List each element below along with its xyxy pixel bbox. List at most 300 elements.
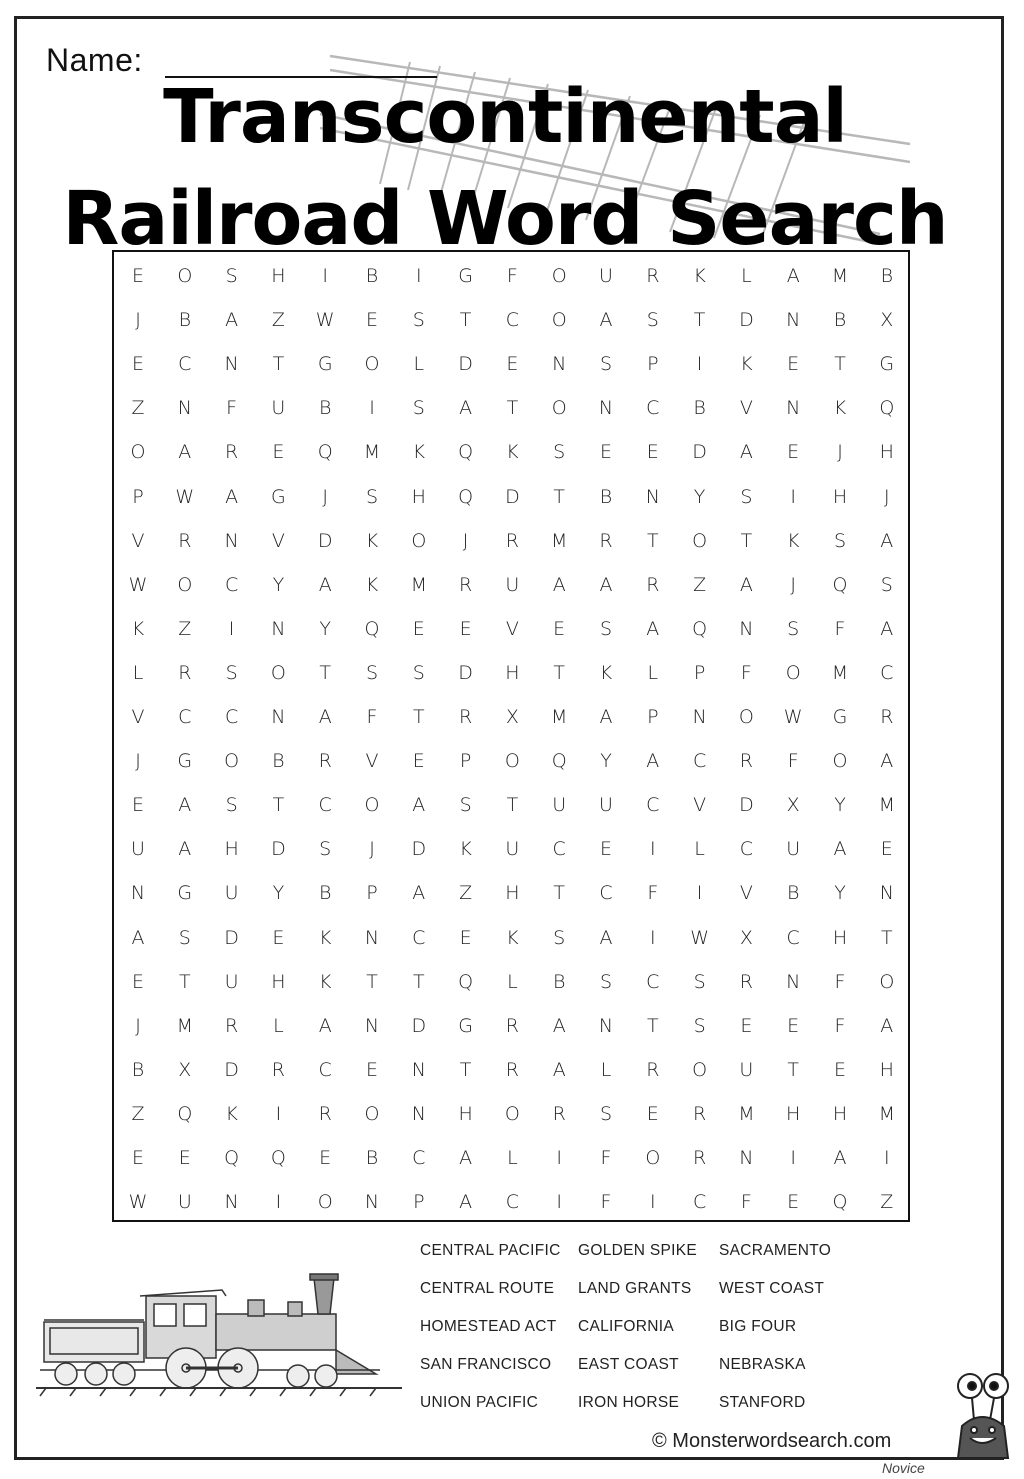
grid-letter[interactable]: I <box>556 1147 562 1169</box>
grid-letter[interactable]: S <box>459 794 472 817</box>
grid-letter[interactable]: E <box>365 309 378 332</box>
grid-letter[interactable]: U <box>505 838 520 861</box>
grid-letter[interactable]: S <box>553 926 566 949</box>
grid-letter[interactable]: R <box>458 573 473 596</box>
grid-letter[interactable]: I <box>790 485 796 508</box>
grid-letter[interactable]: V <box>505 617 519 640</box>
grid-letter[interactable]: R <box>178 661 192 684</box>
grid-letter[interactable]: Q <box>317 441 333 464</box>
grid-letter[interactable]: R <box>599 529 613 552</box>
grid-letter[interactable]: Q <box>458 970 474 993</box>
grid-letter[interactable]: B <box>318 397 332 420</box>
grid-letter[interactable]: N <box>598 1014 614 1037</box>
grid-letter[interactable]: D <box>317 529 333 552</box>
grid-letter[interactable]: S <box>693 970 706 993</box>
grid-letter[interactable]: Q <box>364 617 380 640</box>
grid-letter[interactable]: Q <box>551 750 567 773</box>
grid-letter[interactable]: R <box>739 970 753 993</box>
grid-letter[interactable]: G <box>177 882 193 905</box>
grid-letter[interactable]: A <box>225 485 239 508</box>
grid-letter[interactable]: N <box>271 706 286 728</box>
grid-letter[interactable]: V <box>739 397 753 420</box>
grid-letter[interactable]: M <box>878 1102 895 1125</box>
grid-letter[interactable]: S <box>365 661 379 684</box>
grid-letter[interactable]: V <box>365 750 379 773</box>
grid-letter[interactable]: K <box>412 441 426 464</box>
grid-letter[interactable]: D <box>739 794 754 817</box>
grid-letter[interactable]: U <box>599 265 613 287</box>
grid-letter[interactable]: A <box>178 794 192 817</box>
grid-letter[interactable]: I <box>556 1191 562 1214</box>
grid-letter[interactable]: O <box>832 750 848 773</box>
grid-letter[interactable]: U <box>177 1191 192 1214</box>
grid-letter[interactable]: P <box>459 750 472 773</box>
grid-letter[interactable]: N <box>177 397 192 420</box>
grid-letter[interactable]: N <box>224 529 239 552</box>
grid-letter[interactable]: E <box>646 441 659 464</box>
grid-letter[interactable]: A <box>739 573 753 596</box>
grid-letter[interactable]: A <box>552 1014 566 1037</box>
grid-letter[interactable]: W <box>690 926 709 949</box>
grid-letter[interactable]: Z <box>131 1102 145 1125</box>
grid-letter[interactable]: B <box>693 397 706 420</box>
grid-letter[interactable]: C <box>505 1191 520 1214</box>
grid-letter[interactable]: E <box>599 441 612 464</box>
grid-letter[interactable]: N <box>130 882 146 905</box>
grid-letter[interactable]: O <box>177 573 193 596</box>
grid-letter[interactable]: A <box>739 441 753 464</box>
grid-letter[interactable]: C <box>692 750 707 773</box>
grid-letter[interactable]: O <box>692 529 708 552</box>
grid-letter[interactable]: G <box>317 353 333 376</box>
grid-letter[interactable]: P <box>132 485 144 508</box>
grid-letter[interactable]: G <box>879 353 895 376</box>
grid-letter[interactable]: E <box>131 794 144 817</box>
grid-letter[interactable]: S <box>599 970 613 993</box>
grid-letter[interactable]: E <box>459 617 472 640</box>
grid-letter[interactable]: M <box>831 661 849 684</box>
grid-letter[interactable]: R <box>880 706 894 728</box>
grid-letter[interactable]: O <box>551 265 567 287</box>
grid-letter[interactable]: A <box>552 1058 566 1081</box>
grid-letter[interactable]: T <box>459 1058 472 1081</box>
grid-letter[interactable]: S <box>880 573 893 596</box>
grid-letter[interactable]: U <box>505 573 520 596</box>
grid-letter[interactable]: E <box>319 1147 332 1169</box>
grid-letter[interactable]: I <box>649 926 656 949</box>
grid-letter[interactable]: O <box>364 1102 380 1125</box>
grid-letter[interactable]: F <box>740 661 752 684</box>
grid-letter[interactable]: A <box>880 529 894 552</box>
grid-letter[interactable]: T <box>178 970 191 993</box>
grid-letter[interactable]: Q <box>879 397 895 420</box>
grid-letter[interactable]: W <box>315 309 335 332</box>
grid-letter[interactable]: O <box>504 750 520 773</box>
grid-letter[interactable]: J <box>369 838 375 861</box>
grid-letter[interactable]: G <box>458 265 473 287</box>
grid-letter[interactable]: N <box>271 617 286 640</box>
grid-letter[interactable]: E <box>787 353 800 376</box>
grid-letter[interactable]: U <box>552 794 567 817</box>
grid-letter[interactable]: H <box>224 838 239 861</box>
grid-letter[interactable]: A <box>833 1147 847 1169</box>
grid-letter[interactable]: T <box>319 661 331 684</box>
grid-letter[interactable]: P <box>647 353 659 376</box>
grid-letter[interactable]: E <box>131 265 144 287</box>
grid-letter[interactable]: L <box>507 970 518 993</box>
grid-letter[interactable]: A <box>225 309 239 332</box>
grid-letter[interactable]: T <box>366 970 378 993</box>
grid-letter[interactable]: H <box>271 265 286 287</box>
grid-letter[interactable]: U <box>786 838 801 861</box>
grid-letter[interactable]: A <box>552 573 566 596</box>
grid-letter[interactable]: K <box>599 661 613 684</box>
grid-letter[interactable]: I <box>883 1147 890 1169</box>
grid-letter[interactable]: J <box>790 573 796 596</box>
grid-letter[interactable]: O <box>177 265 193 287</box>
grid-letter[interactable]: T <box>740 529 753 552</box>
grid-letter[interactable]: J <box>135 1014 141 1037</box>
grid-letter[interactable]: W <box>175 485 195 508</box>
grid-letter[interactable]: E <box>365 1058 378 1081</box>
grid-letter[interactable]: R <box>178 529 192 552</box>
grid-letter[interactable]: T <box>553 485 565 508</box>
grid-letter[interactable]: B <box>178 309 192 332</box>
grid-letter[interactable]: Z <box>880 1191 894 1214</box>
grid-letter[interactable]: A <box>599 573 613 596</box>
grid-letter[interactable]: S <box>833 529 847 552</box>
grid-letter[interactable]: I <box>696 882 703 905</box>
grid-letter[interactable]: O <box>364 794 380 817</box>
grid-letter[interactable]: E <box>272 441 285 464</box>
grid-letter[interactable]: U <box>599 794 613 817</box>
grid-letter[interactable]: A <box>459 397 473 420</box>
grid-letter[interactable]: R <box>646 265 660 287</box>
grid-letter[interactable]: R <box>646 573 660 596</box>
grid-letter[interactable]: E <box>880 838 893 861</box>
grid-letter[interactable]: M <box>176 1014 193 1037</box>
grid-letter[interactable]: M <box>831 265 849 287</box>
grid-letter[interactable]: C <box>224 573 239 596</box>
grid-letter[interactable]: S <box>599 1102 613 1125</box>
grid-letter[interactable]: S <box>553 441 566 464</box>
grid-letter[interactable]: K <box>506 441 519 464</box>
grid-letter[interactable]: D <box>224 1058 239 1081</box>
grid-letter[interactable]: S <box>225 794 238 817</box>
grid-letter[interactable]: Q <box>692 617 708 640</box>
grid-letter[interactable]: T <box>459 309 472 332</box>
grid-letter[interactable]: W <box>128 1191 148 1214</box>
grid-letter[interactable]: B <box>365 1147 379 1169</box>
grid-letter[interactable]: G <box>832 706 848 728</box>
grid-letter[interactable]: O <box>692 1058 708 1081</box>
grid-letter[interactable]: D <box>458 661 473 684</box>
grid-letter[interactable]: K <box>459 838 472 861</box>
grid-letter[interactable]: S <box>412 309 425 332</box>
grid-letter[interactable]: E <box>646 1102 659 1125</box>
grid-letter[interactable]: A <box>599 706 613 728</box>
grid-letter[interactable]: A <box>880 750 894 773</box>
grid-letter[interactable]: S <box>225 265 238 287</box>
grid-letter[interactable]: M <box>410 573 427 596</box>
grid-letter[interactable]: H <box>879 441 894 464</box>
grid-letter[interactable]: V <box>739 882 753 905</box>
grid-letter[interactable]: K <box>693 265 706 287</box>
grid-letter[interactable]: D <box>692 441 707 464</box>
grid-letter[interactable]: Z <box>459 882 473 905</box>
grid-letter[interactable]: Y <box>319 617 331 640</box>
grid-letter[interactable]: N <box>224 1191 239 1214</box>
grid-letter[interactable]: B <box>552 970 566 993</box>
grid-letter[interactable]: C <box>505 309 520 332</box>
grid-letter[interactable]: O <box>130 441 146 464</box>
grid-letter[interactable]: E <box>599 838 612 861</box>
grid-letter[interactable]: O <box>270 661 286 684</box>
grid-letter[interactable]: X <box>505 706 519 728</box>
grid-letter[interactable]: V <box>693 794 707 817</box>
grid-letter[interactable]: S <box>412 661 425 684</box>
grid-letter[interactable]: T <box>272 794 285 817</box>
grid-letter[interactable]: K <box>365 573 379 596</box>
grid-letter[interactable]: E <box>272 926 285 949</box>
grid-letter[interactable]: B <box>365 265 379 287</box>
grid-letter[interactable]: X <box>786 794 800 817</box>
grid-letter[interactable]: Z <box>178 617 192 640</box>
grid-letter[interactable]: N <box>879 882 894 905</box>
grid-letter[interactable]: O <box>551 309 567 332</box>
grid-letter[interactable]: E <box>412 617 425 640</box>
grid-letter[interactable]: A <box>459 1191 473 1214</box>
grid-letter[interactable]: C <box>178 706 192 728</box>
grid-letter[interactable]: R <box>505 1058 519 1081</box>
grid-letter[interactable]: C <box>646 397 660 420</box>
grid-letter[interactable]: D <box>739 309 754 332</box>
grid-letter[interactable]: Q <box>832 1191 848 1214</box>
grid-letter[interactable]: H <box>271 970 286 993</box>
grid-letter[interactable]: F <box>600 1147 612 1169</box>
grid-letter[interactable]: E <box>131 353 144 376</box>
grid-letter[interactable]: T <box>880 926 893 949</box>
grid-letter[interactable]: A <box>833 838 847 861</box>
grid-letter[interactable]: R <box>318 750 332 773</box>
grid-letter[interactable]: S <box>365 485 379 508</box>
grid-letter[interactable]: S <box>412 397 425 420</box>
grid-letter[interactable]: P <box>366 882 378 905</box>
grid-letter[interactable]: U <box>739 1058 754 1081</box>
grid-letter[interactable]: M <box>550 529 568 552</box>
grid-letter[interactable]: Q <box>458 485 474 508</box>
grid-letter[interactable]: A <box>880 617 894 640</box>
grid-letter[interactable]: F <box>834 1014 846 1037</box>
grid-letter[interactable]: R <box>505 1014 519 1037</box>
grid-letter[interactable]: S <box>599 617 613 640</box>
grid-letter[interactable]: S <box>693 1014 706 1037</box>
grid-letter[interactable]: T <box>412 970 425 993</box>
grid-letter[interactable]: Y <box>272 573 285 596</box>
grid-letter[interactable]: I <box>649 1191 656 1214</box>
grid-letter[interactable]: D <box>224 926 239 949</box>
grid-letter[interactable]: S <box>319 838 332 861</box>
grid-letter[interactable]: O <box>224 750 240 773</box>
grid-letter[interactable]: E <box>131 970 144 993</box>
grid-letter[interactable]: Q <box>458 441 474 464</box>
grid-letter[interactable]: E <box>787 1191 800 1214</box>
grid-letter[interactable]: Y <box>272 882 285 905</box>
grid-letter[interactable]: U <box>271 397 286 420</box>
grid-letter[interactable]: Q <box>270 1147 286 1169</box>
grid-letter[interactable]: H <box>411 485 426 508</box>
grid-letter[interactable]: V <box>131 706 145 728</box>
grid-letter[interactable]: T <box>834 353 846 376</box>
grid-letter[interactable]: L <box>600 1058 612 1081</box>
grid-letter[interactable]: A <box>178 838 192 861</box>
grid-letter[interactable]: I <box>415 265 422 287</box>
grid-letter[interactable]: T <box>272 353 285 376</box>
grid-letter[interactable]: A <box>178 441 192 464</box>
grid-letter[interactable]: E <box>553 617 566 640</box>
grid-letter[interactable]: M <box>363 441 381 464</box>
grid-letter[interactable]: S <box>599 353 613 376</box>
grid-letter[interactable]: L <box>273 1014 284 1037</box>
grid-letter[interactable]: C <box>318 794 332 817</box>
grid-letter[interactable]: Y <box>834 882 846 905</box>
grid-letter[interactable]: H <box>879 1058 894 1081</box>
grid-letter[interactable]: S <box>178 926 191 949</box>
grid-letter[interactable]: L <box>507 1147 518 1169</box>
grid-letter[interactable]: M <box>738 1102 755 1125</box>
grid-letter[interactable]: X <box>739 926 753 949</box>
grid-letter[interactable]: I <box>696 353 703 376</box>
grid-letter[interactable]: T <box>646 529 659 552</box>
grid-letter[interactable]: O <box>504 1102 520 1125</box>
grid-letter[interactable]: A <box>646 617 660 640</box>
grid-letter[interactable]: N <box>692 706 707 728</box>
grid-letter[interactable]: J <box>135 750 141 773</box>
grid-letter[interactable]: J <box>462 529 469 552</box>
grid-letter[interactable]: F <box>506 265 518 287</box>
grid-letter[interactable]: E <box>131 1147 144 1169</box>
grid-letter[interactable]: V <box>131 529 145 552</box>
grid-letter[interactable]: F <box>834 617 846 640</box>
grid-letter[interactable]: O <box>879 970 895 993</box>
grid-letter[interactable]: N <box>364 1014 380 1037</box>
grid-letter[interactable]: O <box>738 706 754 728</box>
grid-letter[interactable]: T <box>693 309 706 332</box>
grid-letter[interactable]: I <box>322 265 328 287</box>
grid-letter[interactable]: E <box>506 353 519 376</box>
grid-letter[interactable]: A <box>412 794 426 817</box>
grid-letter[interactable]: N <box>786 309 801 332</box>
grid-letter[interactable]: E <box>178 1147 191 1169</box>
grid-letter[interactable]: T <box>506 397 519 420</box>
grid-letter[interactable]: Z <box>271 309 285 332</box>
grid-letter[interactable]: R <box>271 1058 285 1081</box>
grid-letter[interactable]: K <box>833 397 847 420</box>
grid-letter[interactable]: H <box>505 882 520 905</box>
grid-letter[interactable]: C <box>599 882 613 905</box>
grid-letter[interactable]: F <box>787 750 799 773</box>
grid-letter[interactable]: N <box>598 397 614 420</box>
grid-letter[interactable]: N <box>364 926 380 949</box>
grid-letter[interactable]: K <box>318 926 332 949</box>
grid-letter[interactable]: C <box>739 838 754 861</box>
grid-letter[interactable]: C <box>412 1147 426 1169</box>
grid-letter[interactable]: A <box>412 882 426 905</box>
grid-letter[interactable]: A <box>318 573 332 596</box>
grid-letter[interactable]: N <box>411 1102 426 1125</box>
grid-letter[interactable]: N <box>645 485 660 508</box>
grid-letter[interactable]: B <box>318 882 332 905</box>
grid-letter[interactable]: N <box>224 353 239 376</box>
grid-letter[interactable]: L <box>132 661 144 684</box>
grid-letter[interactable]: T <box>506 794 519 817</box>
grid-letter[interactable]: M <box>550 706 568 728</box>
grid-letter[interactable]: E <box>459 926 472 949</box>
grid-letter[interactable]: N <box>411 1058 426 1081</box>
grid-letter[interactable]: Y <box>693 485 706 508</box>
grid-letter[interactable]: L <box>647 661 659 684</box>
grid-letter[interactable]: T <box>787 1058 799 1081</box>
grid-letter[interactable]: O <box>411 529 427 552</box>
grid-letter[interactable]: R <box>692 1102 707 1125</box>
grid-letter[interactable]: P <box>647 706 659 728</box>
grid-letter[interactable]: B <box>131 1058 145 1081</box>
grid-letter[interactable]: L <box>741 265 752 287</box>
grid-letter[interactable]: A <box>599 309 613 332</box>
grid-letter[interactable]: C <box>646 794 660 817</box>
grid-letter[interactable]: R <box>458 706 473 728</box>
grid-letter[interactable]: H <box>832 485 848 508</box>
grid-letter[interactable]: E <box>833 1058 846 1081</box>
grid-letter[interactable]: I <box>275 1102 282 1125</box>
grid-letter[interactable]: I <box>790 1147 796 1169</box>
grid-letter[interactable]: S <box>787 617 800 640</box>
grid-letter[interactable]: Q <box>177 1102 193 1125</box>
grid-letter[interactable]: F <box>600 1191 612 1214</box>
grid-letter[interactable]: A <box>318 706 332 728</box>
grid-letter[interactable]: X <box>178 1058 192 1081</box>
grid-letter[interactable]: C <box>692 1191 707 1214</box>
grid-letter[interactable]: C <box>224 706 239 728</box>
grid-letter[interactable]: T <box>553 882 565 905</box>
grid-letter[interactable]: G <box>458 1014 473 1037</box>
grid-letter[interactable]: C <box>318 1058 332 1081</box>
grid-letter[interactable]: N <box>739 1147 754 1169</box>
grid-letter[interactable]: T <box>553 661 565 684</box>
grid-letter[interactable]: X <box>880 309 894 332</box>
grid-letter[interactable]: N <box>786 970 801 993</box>
grid-letter[interactable]: O <box>645 1147 661 1169</box>
grid-letter[interactable]: B <box>833 309 847 332</box>
grid-letter[interactable]: O <box>551 397 567 420</box>
grid-letter[interactable]: D <box>505 485 520 508</box>
grid-letter[interactable]: Y <box>600 750 612 773</box>
grid-letter[interactable]: D <box>411 838 427 861</box>
grid-letter[interactable]: N <box>552 353 567 376</box>
grid-letter[interactable]: I <box>649 838 656 861</box>
grid-letter[interactable]: I <box>228 617 235 640</box>
grid-letter[interactable]: Q <box>224 1147 240 1169</box>
grid-letter[interactable]: I <box>369 397 375 420</box>
grid-letter[interactable]: O <box>317 1191 333 1214</box>
grid-letter[interactable]: C <box>646 970 660 993</box>
grid-letter[interactable]: B <box>786 882 800 905</box>
grid-letter[interactable]: B <box>272 750 285 773</box>
grid-letter[interactable]: E <box>740 1014 753 1037</box>
grid-letter[interactable]: U <box>224 970 239 993</box>
grid-letter[interactable]: T <box>646 1014 659 1037</box>
grid-letter[interactable]: W <box>783 706 803 728</box>
